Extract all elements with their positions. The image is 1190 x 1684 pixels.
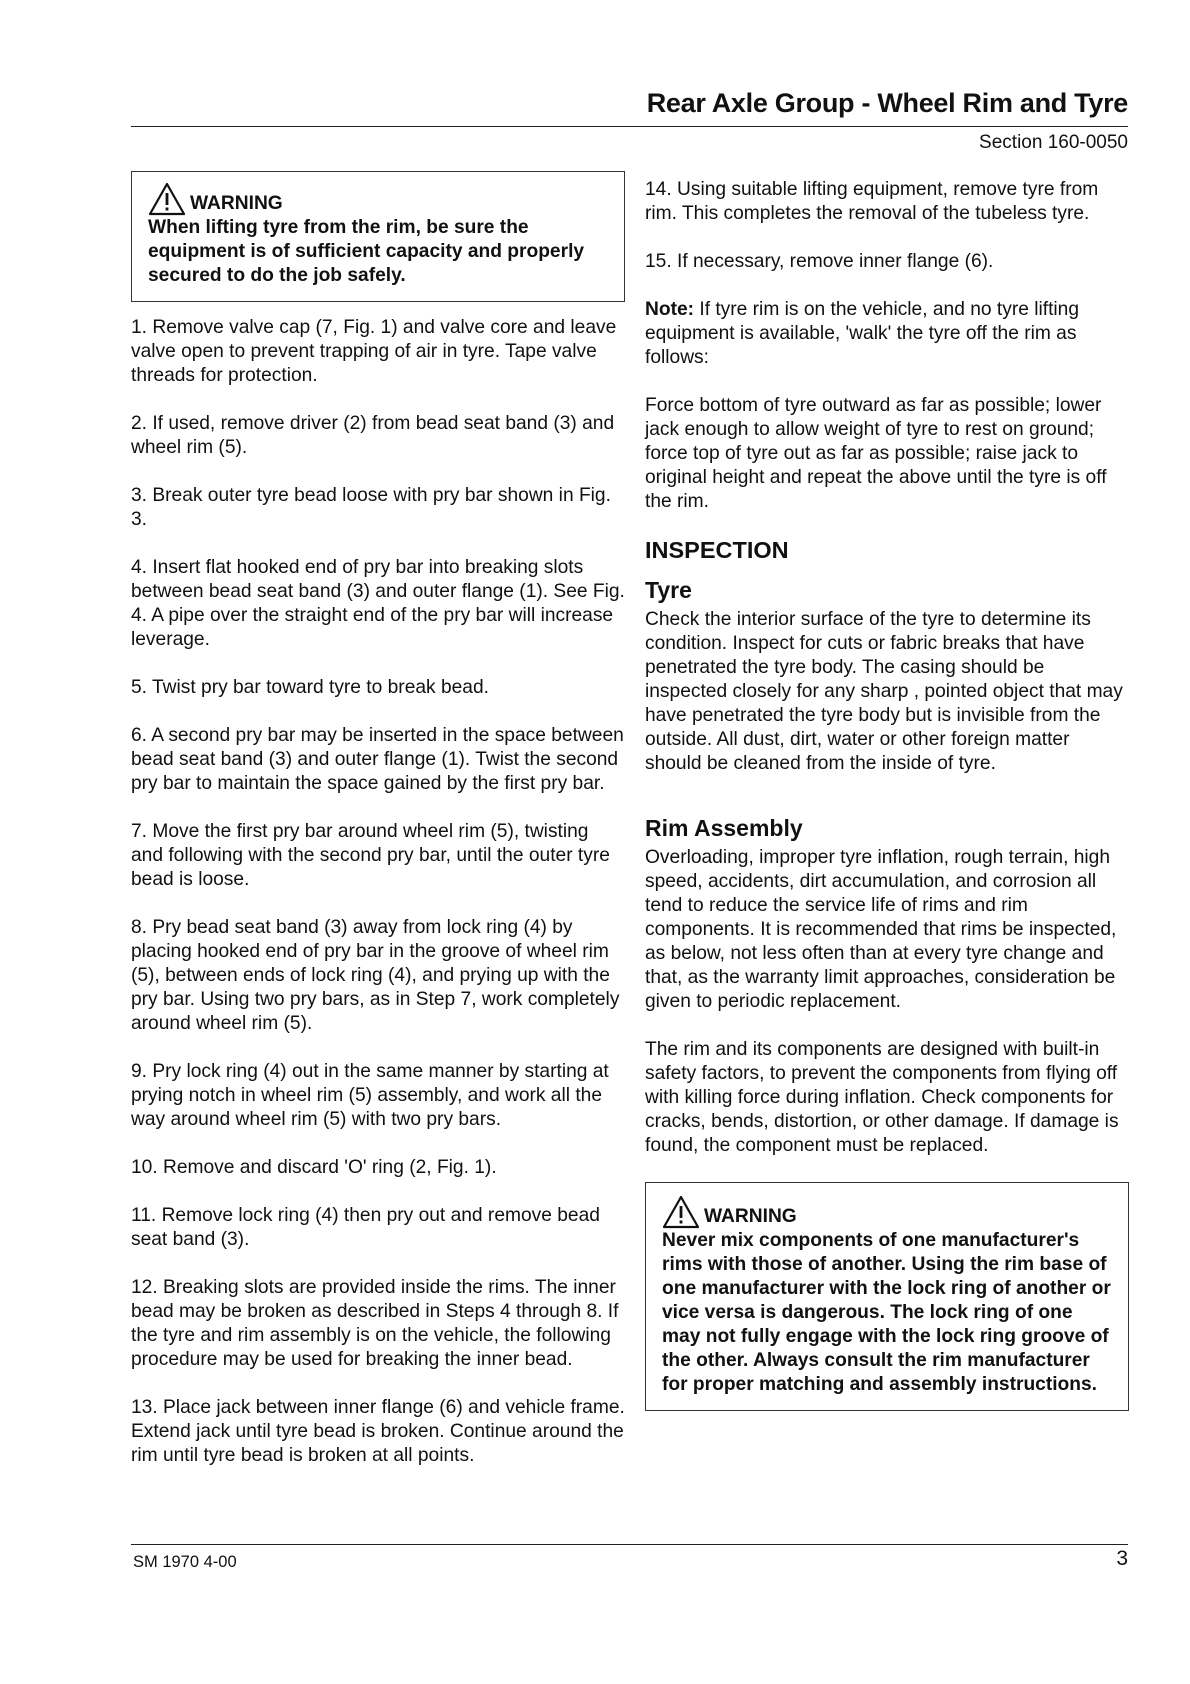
- warning-heading: [148, 182, 608, 216]
- header-rule: [131, 126, 1128, 127]
- warning-text: When lifting tyre from the rim, be sure the equipment is of sufficient capacity and properly secured to do the job safely.: [148, 217, 585, 286]
- inspection-heading: INSPECTION: [645, 537, 789, 563]
- lifting-warning-box: [131, 171, 625, 302]
- footer-rule: [131, 1544, 1128, 1545]
- warning-label: WARNING: [704, 1206, 797, 1227]
- step-13: 13. Place jack between inner flange (6) and vehicle frame. Extend jack until tyre bead is broken. Continue around the rim until tyre bead is broken at all points.: [131, 1397, 625, 1466]
- rim-warning-box: [645, 1182, 1129, 1411]
- step-8: 8. Pry bead seat band (3) away from lock ring (4) by placing hooked end of pry bar in the groove of wheel rim (5), between ends of lock ring (4), and prying up with the pry bar. Using two pry bars, as in Step 7, work completely around wheel rim (5).: [131, 917, 620, 1034]
- page-title: Rear Axle Group - Wheel Rim and Tyre: [646, 88, 1128, 118]
- step-10: 10. Remove and discard 'O' ring (2, Fig. 1).: [131, 1157, 497, 1178]
- step-12: 12. Breaking slots are provided inside the rims. The inner bead may be broken as described in Steps 4 through 8. If the tyre and rim assembly is on the vehicle, the following procedure may be used for breaking the inner bead.: [131, 1277, 619, 1370]
- step-3: 3. Break outer tyre bead loose with pry bar shown in Fig. 3.: [131, 485, 611, 530]
- step-5: 5. Twist pry bar toward tyre to break bead.: [131, 677, 489, 698]
- warning-text: Never mix components of one manufacturer's rims with those of another. Using the rim base of one manufacturer with the lock ring of another or vice versa is dangerous. The lock ring of one may not fully engage with the lock ring groove of the other. Always consult the rim manufacturer for proper matching and assembly instructions.: [662, 1230, 1111, 1395]
- step-7: 7. Move the first pry bar around wheel rim (5), twisting and following with the second pry bar, until the outer tyre bead is loose.: [131, 821, 610, 890]
- step-14: 14. Using suitable lifting equipment, remove tyre from rim. This completes the removal of the tubeless tyre.: [645, 179, 1099, 224]
- step-1: 1. Remove valve cap (7, Fig. 1) and valve core and leave valve open to prevent trapping of air in tyre. Tape valve threads for protection.: [131, 317, 617, 386]
- warning-label: WARNING: [190, 193, 283, 214]
- step-6: 6. A second pry bar may be inserted in the space between bead seat band (3) and outer flange (1). Twist the second pry bar to maintain the space gained by the first pry bar.: [131, 725, 624, 794]
- tyre-heading: Tyre: [645, 577, 692, 603]
- warning-triangle-icon: [148, 182, 186, 216]
- right-column: [645, 178, 1129, 1425]
- step-11: 11. Remove lock ring (4) then pry out and remove bead seat band (3).: [131, 1205, 600, 1250]
- left-column: [131, 171, 625, 1492]
- note-text: If tyre rim is on the vehicle, and no tyre lifting equipment is available, 'walk' the tyre off the rim as follows:: [645, 299, 1080, 368]
- note-label: Note:: [645, 299, 695, 320]
- page-number: 3: [1116, 1547, 1128, 1570]
- section-number: Section 160-0050: [979, 132, 1128, 153]
- warning-triangle-icon: [662, 1195, 700, 1229]
- warning-heading: [662, 1195, 1112, 1229]
- document-code: SM 1970 4-00: [133, 1553, 237, 1571]
- walk-tyre-paragraph: Force bottom of tyre outward as far as possible; lower jack enough to allow weight of tyre to rest on ground; force top of tyre out as far as possible; raise jack to original height and repeat the above until the tyre is off the rim.: [645, 395, 1107, 512]
- rim-paragraph-1: Overloading, improper tyre inflation, rough terrain, high speed, accidents, dirt accumulation, and corrosion all tend to reduce the service life of rims and rim components. It is recommended that rims be inspected, as below, not less often than at every tyre change and that, as the warranty limit approaches, consideration be given to periodic replacement.: [645, 847, 1117, 1012]
- step-2: 2. If used, remove driver (2) from bead seat band (3) and wheel rim (5).: [131, 413, 615, 458]
- tyre-paragraph: Check the interior surface of the tyre to determine its condition. Inspect for cuts or fabric breaks that have penetrated the tyre body. The casing should be inspected closely for any sharp , pointed object that may have penetrated the tyre body but is invisible from the outside. All dust, dirt, water or other foreign matter should be cleaned from the inside of tyre.: [645, 609, 1123, 774]
- step-9: 9. Pry lock ring (4) out in the same manner by starting at prying notch in wheel rim (5) assembly, and work all the way around wheel rim (5) with two pry bars.: [131, 1061, 609, 1130]
- rim-assembly-heading: Rim Assembly: [645, 815, 803, 841]
- step-4: 4. Insert flat hooked end of pry bar into breaking slots between bead seat band (3) and outer flange (1). See Fig. 4. A pipe over the straight end of the pry bar will increase leverage.: [131, 557, 625, 650]
- step-15: 15. If necessary, remove inner flange (6).: [645, 251, 994, 272]
- note-paragraph: [645, 298, 1129, 370]
- rim-paragraph-2: The rim and its components are designed with built-in safety factors, to prevent the components from flying off with killing force during inflation. Check components for cracks, bends, distortion, or other damage. If damage is found, the component must be replaced.: [645, 1039, 1119, 1156]
